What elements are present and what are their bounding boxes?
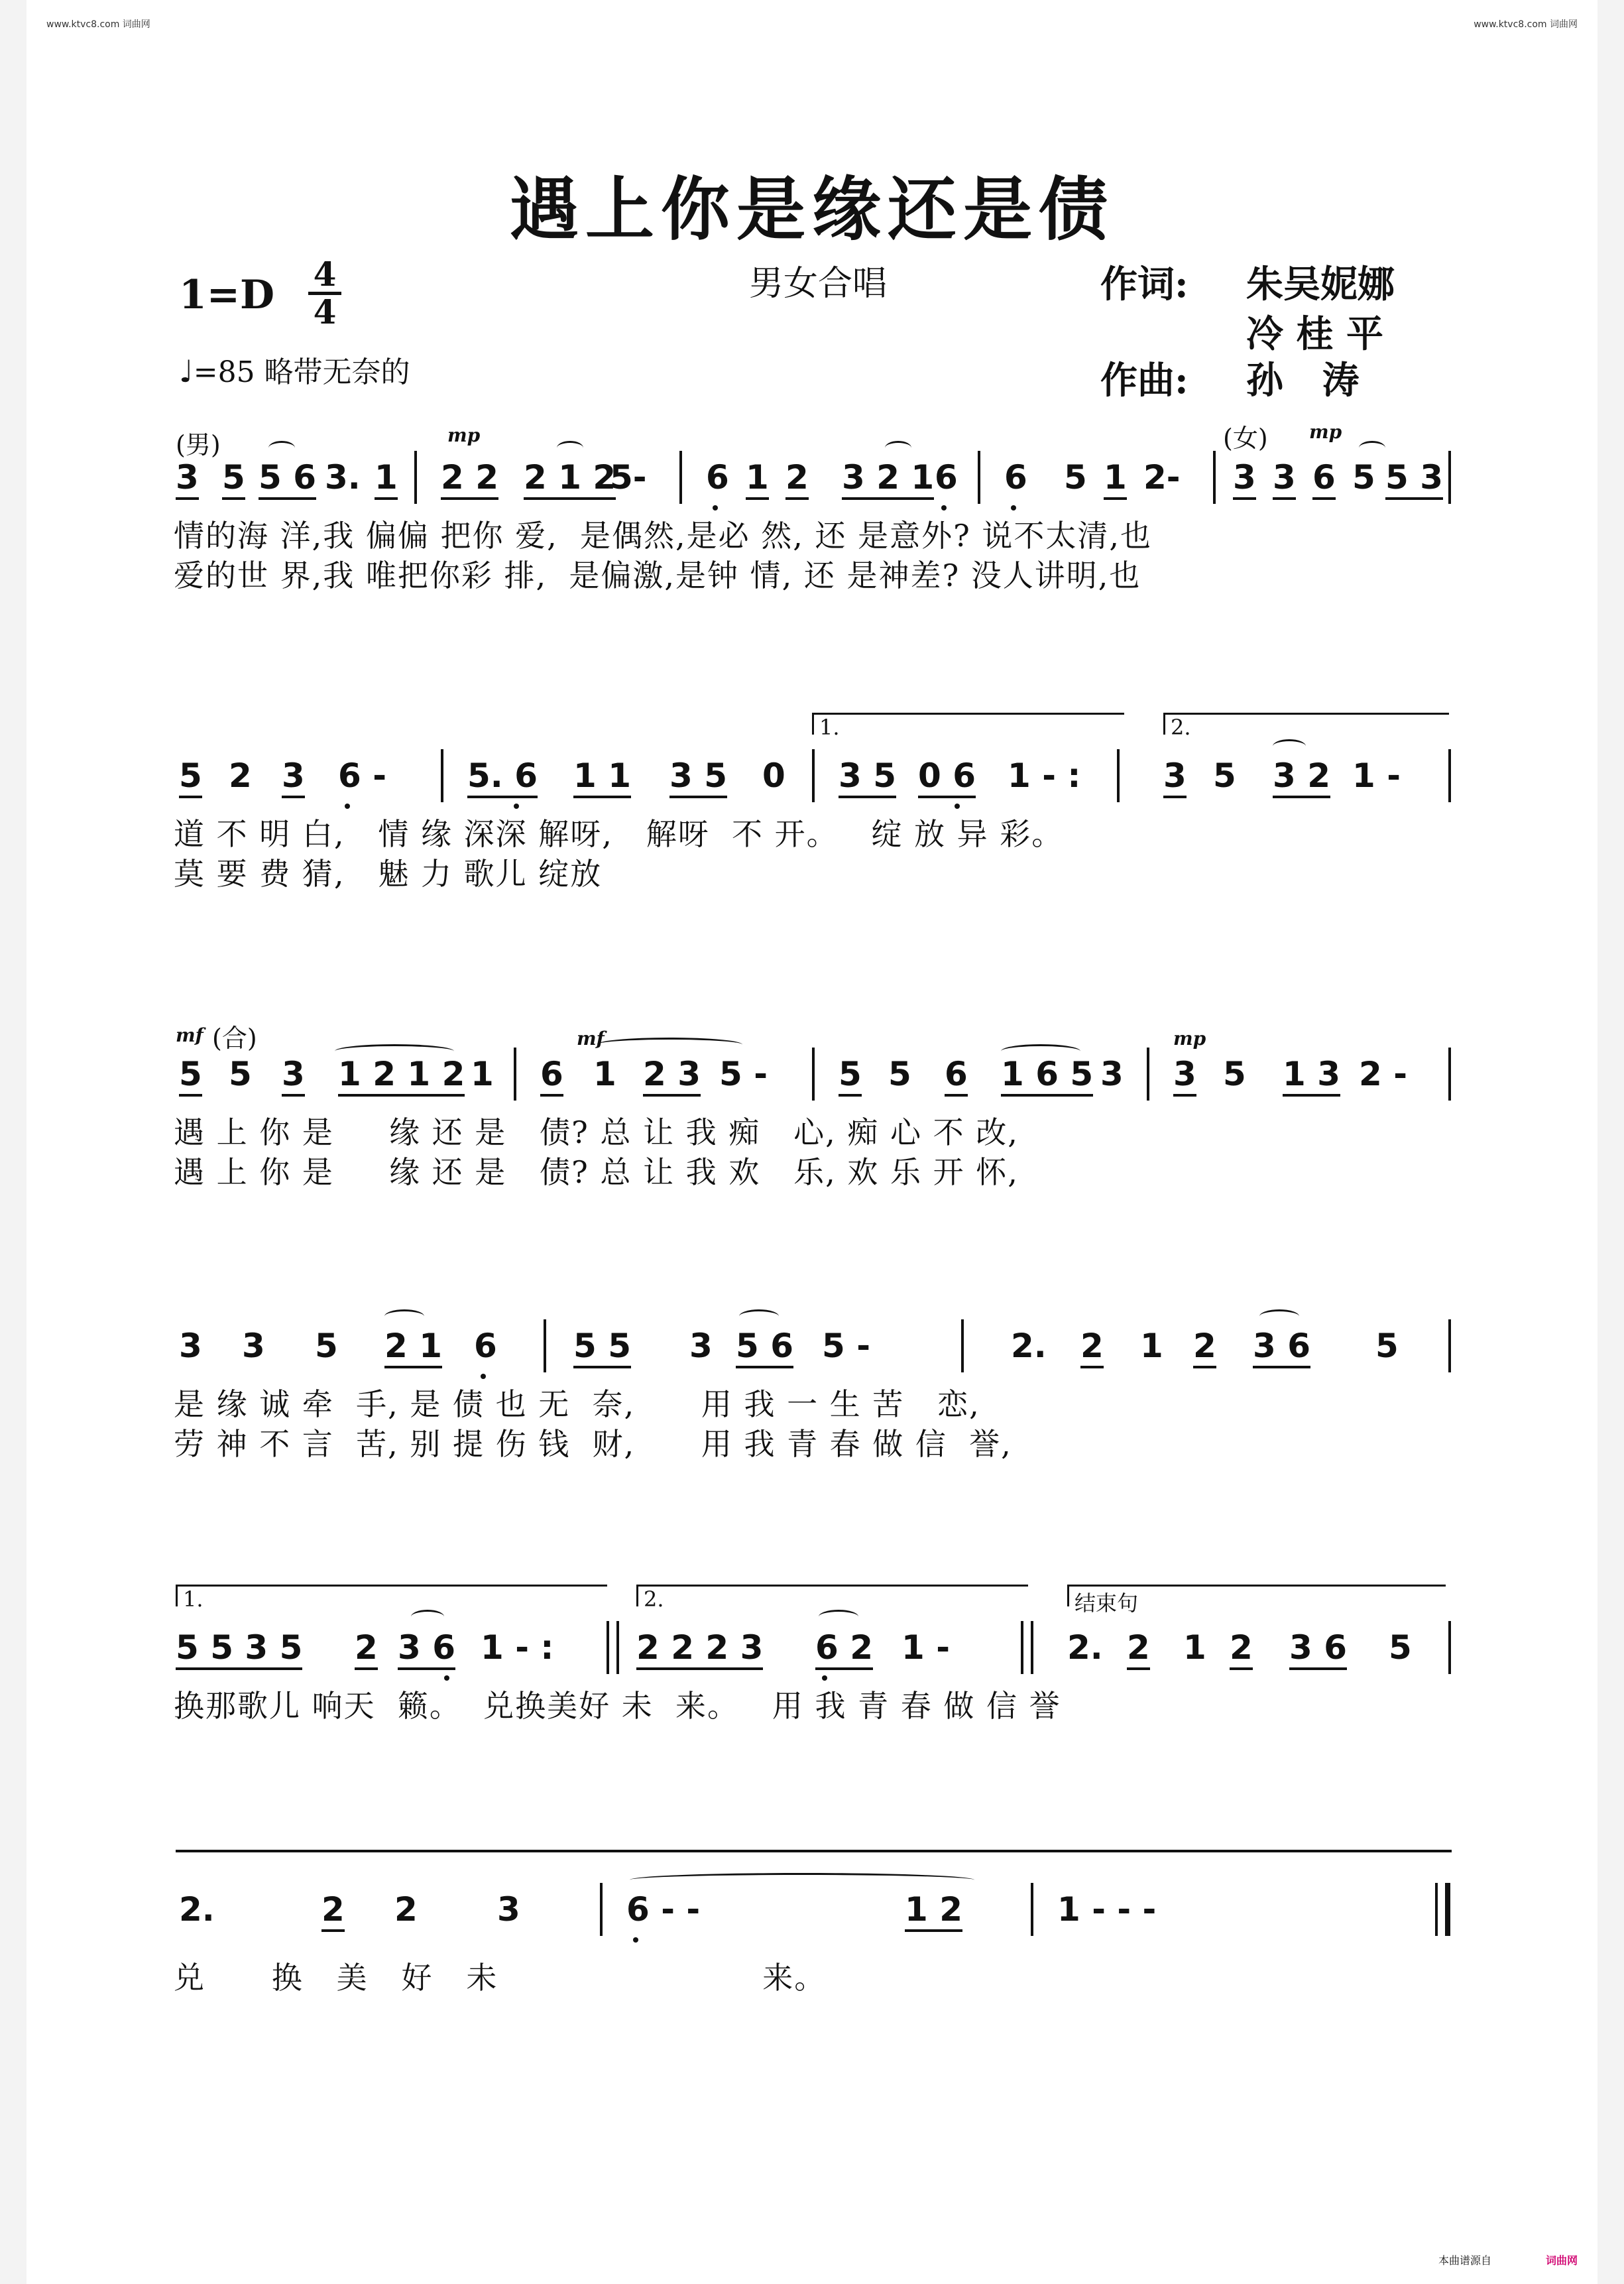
note: 1 (1140, 1327, 1163, 1365)
note: 2- (1143, 458, 1181, 497)
note: 3 (497, 1890, 520, 1929)
note: 3 (176, 457, 199, 500)
note: 0 6 (918, 756, 976, 798)
low-octave-dot (345, 804, 350, 809)
lyric-line: 是 缘 诚 牵 手, 是 债 也 无 奈, 用 我 一 生 苦 恋, (174, 1386, 980, 1422)
note: 1 (1183, 1628, 1206, 1667)
note: 3 6 (1289, 1628, 1347, 1670)
male-label: (男) (176, 430, 221, 459)
note: 3 6 (1253, 1326, 1310, 1368)
note: 5 (1213, 756, 1236, 795)
note: 5 (179, 756, 202, 798)
right-margin-strip (1597, 0, 1624, 2284)
note: 5 (179, 1054, 202, 1097)
note: 5 5 (573, 1326, 631, 1368)
note: 5. 6 (467, 756, 538, 798)
slur (597, 1038, 742, 1052)
note: 1 3 (1283, 1054, 1340, 1097)
note: 6 (1312, 457, 1336, 500)
note: 6 (935, 458, 958, 497)
note: 5 (1352, 458, 1375, 497)
note: 2 2 (441, 457, 498, 500)
barline (616, 1621, 619, 1674)
note: 2 (394, 1890, 418, 1929)
note: 1 (471, 1055, 494, 1093)
note: 2 2 2 3 (636, 1628, 763, 1670)
note: 5 (229, 1055, 252, 1093)
barline (679, 451, 682, 504)
note: 3 2 (1273, 756, 1330, 798)
system-line (176, 1850, 1452, 1852)
tempo-marking: ♩=85 略带无奈的 (179, 353, 410, 389)
barline (1117, 749, 1120, 802)
note: 2 (229, 756, 252, 795)
note: 5 (315, 1327, 338, 1365)
note: 6 (706, 458, 729, 497)
note: 3 (1173, 1054, 1196, 1097)
slur (739, 1309, 779, 1323)
note: 1 (593, 1055, 616, 1093)
slur (1259, 1309, 1299, 1323)
note: 5 - (822, 1327, 870, 1365)
slur (557, 441, 583, 455)
note: 3 (1100, 1055, 1124, 1093)
note: 6 - - (626, 1890, 701, 1929)
volta-1: 1. (176, 1585, 607, 1606)
note: 5 (839, 1054, 862, 1097)
low-octave-dot (1011, 505, 1016, 511)
note: 5 - (719, 1055, 768, 1093)
lyricist-label: 作词: (1100, 263, 1189, 306)
note: 1 - (1352, 756, 1401, 795)
barline (441, 749, 443, 802)
slur (411, 1610, 444, 1624)
slur (819, 1610, 858, 1624)
note: 2 (321, 1890, 345, 1932)
composer: 孙 涛 (1246, 359, 1360, 402)
note: 1 6 5 (1001, 1054, 1093, 1097)
note: 2 (1127, 1628, 1150, 1670)
note: 2 (355, 1628, 378, 1670)
slur (630, 1873, 974, 1887)
slur (1273, 739, 1306, 753)
note: 3 (689, 1327, 713, 1365)
note: 1 - - - (1057, 1890, 1157, 1929)
note: 1 (375, 457, 398, 500)
note: 1 (1104, 457, 1127, 500)
note: 2 1 2 (524, 457, 616, 500)
dynamic-mf: mf (577, 1028, 605, 1050)
note: 5 3 (1385, 457, 1443, 500)
female-label: (女) (1223, 424, 1268, 453)
lyric-line: 劳 神 不 言 苦, 别 提 伤 钱 财, 用 我 青 春 做 信 誉, (174, 1426, 1012, 1462)
header-left: www.ktvc8.com 词曲网 (46, 19, 150, 30)
note: 6 (474, 1327, 497, 1365)
low-octave-dot (713, 505, 718, 511)
dynamic-mf: mf (176, 1024, 203, 1046)
note: 3 (282, 1054, 305, 1097)
note: 5 6 (259, 457, 316, 500)
slur (885, 441, 911, 455)
chorus-label: (合) (212, 1024, 257, 1053)
note: 5 (222, 457, 245, 500)
header-right: www.ktvc8.com 词曲网 (1474, 19, 1578, 30)
volta-2: 2. (636, 1585, 1028, 1606)
barline (607, 1621, 609, 1674)
left-margin-strip (0, 0, 27, 2284)
note: 2 (785, 457, 809, 500)
lyric-line: 遇 上 你 是 缘 还 是 债? 总 让 我 欢 乐, 欢 乐 开 怀, (174, 1154, 1019, 1190)
note: 1 - : (481, 1628, 554, 1667)
note: 3 6 (398, 1628, 455, 1670)
note: 3 (1273, 457, 1296, 500)
key-signature: 1=D (179, 272, 275, 318)
lyricist-2: 冷 桂 平 (1246, 312, 1383, 356)
barline (1448, 1319, 1451, 1372)
note: 3. (325, 458, 361, 497)
slur (384, 1309, 424, 1323)
time-numerator: 4 (313, 255, 337, 294)
note: 6 (1004, 458, 1027, 497)
performance-type: 男女合唱 (749, 264, 888, 304)
time-signature (308, 257, 341, 330)
barline (544, 1319, 546, 1372)
barline (1213, 451, 1216, 504)
barline (414, 451, 417, 504)
note: 3 (1233, 457, 1256, 500)
barline (1021, 1621, 1023, 1674)
note: 3 (242, 1327, 265, 1365)
note: 6 2 (815, 1628, 873, 1670)
note: 1 2 1 2 (338, 1054, 465, 1097)
dynamic-mp: mp (1173, 1028, 1206, 1050)
barline (812, 749, 815, 802)
barline (961, 1319, 964, 1372)
lyric-line: 莫 要 费 猜, 魅 力 歌儿 绽放 (174, 856, 603, 892)
lyricist-1: 朱吴妮娜 (1246, 263, 1395, 306)
low-octave-dot (822, 1675, 827, 1681)
slur (1359, 441, 1385, 455)
barline (978, 451, 980, 504)
barline (514, 1048, 516, 1101)
note: 5 (1064, 458, 1087, 497)
slur (268, 441, 295, 455)
note: 2 1 (384, 1326, 442, 1368)
note: 5 (888, 1055, 911, 1093)
ending-volta: 结束句 (1067, 1585, 1446, 1606)
barline (1435, 1883, 1438, 1936)
note: 5 (1375, 1327, 1399, 1365)
barline (1448, 749, 1451, 802)
barline (1448, 1048, 1451, 1101)
barline (600, 1883, 603, 1936)
note: 1 2 (905, 1890, 962, 1932)
lyric-line: 道 不 明 白, 情 缘 深深 解呀, 解呀 不 开。 绽 放 异 彩。 (174, 816, 1064, 852)
note: 3 5 (839, 756, 896, 798)
note: 1 (746, 457, 769, 500)
final-barline (1445, 1883, 1450, 1936)
note: 3 2 1 (842, 457, 934, 500)
note: 6 (945, 1054, 968, 1097)
song-title: 遇上你是缘还是债 (509, 168, 1114, 250)
low-octave-dot (444, 1675, 449, 1681)
tempo-text: =85 略带无奈的 (193, 355, 410, 389)
volta-1: 1. (812, 713, 1124, 735)
low-octave-dot (514, 804, 519, 809)
note: 3 (179, 1327, 202, 1365)
note: 5 6 (736, 1326, 793, 1368)
note: 6 - (338, 756, 386, 795)
note: 2. (1067, 1628, 1103, 1667)
barline (1147, 1048, 1149, 1101)
note: 1 1 (573, 756, 631, 798)
low-octave-dot (941, 505, 947, 511)
lyric-line: 换那歌儿 响天 籁。 兑换美好 未 来。 用 我 青 春 做 信 誉 (174, 1688, 1061, 1724)
barline (1448, 1621, 1451, 1674)
note: 2. (179, 1890, 215, 1929)
lyric-line: 情的海 洋,我 偏偏 把你 爱, 是偶然,是必 然, 还 是意外? 说不太清,也 (174, 518, 1152, 554)
lyric-line: 爱的世 界,我 唯把你彩 排, 是偏激,是钟 情, 还 是神差? 没人讲明,也 (174, 558, 1141, 593)
note: 2 3 (643, 1054, 701, 1097)
note: 2 (1193, 1326, 1216, 1368)
footer-source: 本曲谱源自 (1438, 2254, 1491, 2267)
note: 6 (540, 1054, 563, 1097)
barline (812, 1048, 815, 1101)
note: 5 5 3 5 (176, 1628, 302, 1670)
barline (1031, 1883, 1033, 1936)
note: 1 - (901, 1628, 950, 1667)
note: 2 - (1359, 1055, 1407, 1093)
volta-2: 2. (1163, 713, 1449, 735)
note: 2. (1011, 1327, 1047, 1365)
note: 5 (1223, 1055, 1246, 1093)
note: 3 5 (669, 756, 727, 798)
lyric-line: 遇 上 你 是 缘 还 是 债? 总 让 我 痴 心, 痴 心 不 改, (174, 1114, 1019, 1150)
dynamic-mp: mp (1309, 421, 1342, 443)
note: 5 (1389, 1628, 1412, 1667)
low-octave-dot (955, 804, 960, 809)
note: 3 (1163, 756, 1187, 798)
note: 2 (1230, 1628, 1253, 1670)
note: 5- (610, 458, 647, 497)
note: 2 (1080, 1326, 1104, 1368)
dynamic-mp: mp (447, 424, 481, 446)
time-denominator: 4 (308, 292, 341, 330)
lyric-line: 兑 换 美 好 未 来。 (174, 1960, 827, 1996)
low-octave-dot (481, 1374, 486, 1379)
footer-logo: 词曲网 (1545, 2254, 1578, 2267)
barline (1448, 451, 1451, 504)
note: 3 (282, 756, 305, 798)
composer-label: 作曲: (1100, 359, 1189, 402)
note: 0 (762, 756, 785, 795)
low-octave-dot (633, 1937, 638, 1943)
barline (1031, 1621, 1033, 1674)
note: 1 - : (1008, 756, 1081, 795)
